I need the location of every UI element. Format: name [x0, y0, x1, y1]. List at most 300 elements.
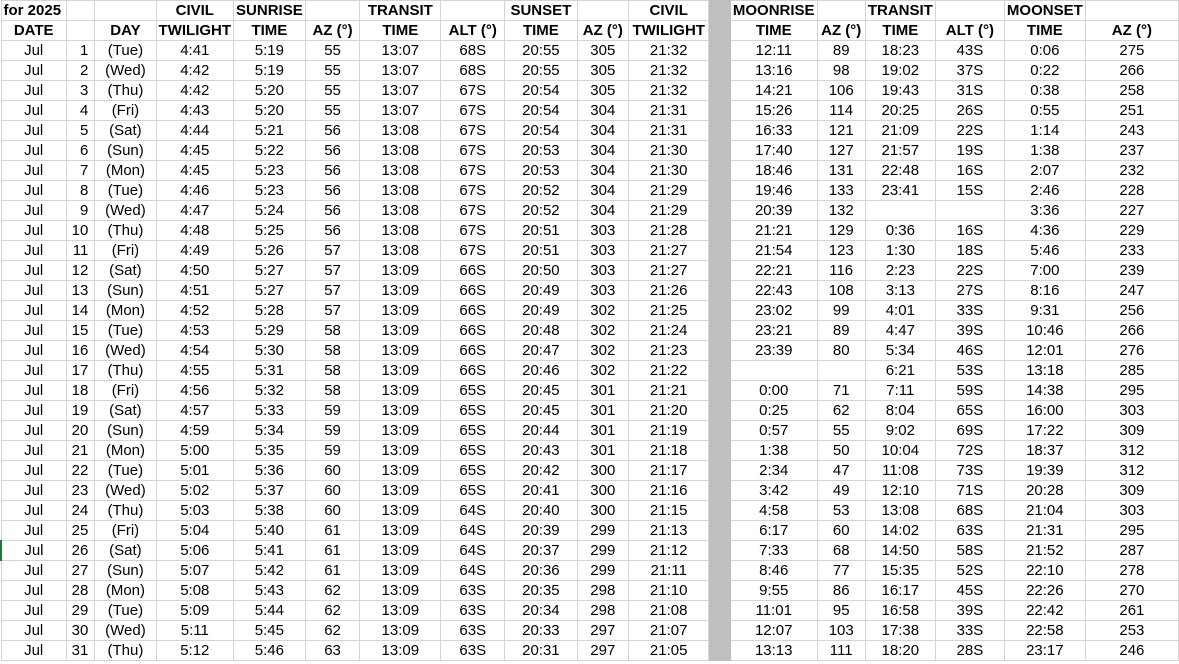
moonrise-az-cell[interactable]: 71 [817, 381, 865, 401]
date-day-cell[interactable]: 25 [66, 521, 94, 541]
column-header-cell[interactable]: DATE [1, 21, 66, 41]
moonrise-time-cell[interactable]: 23:21 [730, 321, 817, 341]
column-header-cell[interactable]: AZ (°) [817, 21, 865, 41]
sunrise-az-cell[interactable]: 61 [305, 561, 360, 581]
date-month-cell[interactable]: Jul [1, 101, 66, 121]
group-header-cell[interactable]: CIVIL [629, 1, 709, 21]
sunrise-time-cell[interactable]: 5:20 [234, 81, 306, 101]
civil-twilight-am-cell[interactable]: 5:00 [156, 441, 233, 461]
transit-alt-cell[interactable]: 64S [441, 561, 505, 581]
moon-transit-time-cell[interactable]: 5:34 [865, 341, 935, 361]
moonset-time-cell[interactable]: 12:01 [1004, 341, 1085, 361]
date-day-cell[interactable]: 28 [66, 581, 94, 601]
transit-time-cell[interactable]: 13:08 [360, 141, 441, 161]
moon-transit-time-cell[interactable]: 19:02 [865, 61, 935, 81]
sunset-time-cell[interactable]: 20:35 [505, 581, 577, 601]
moonset-az-cell[interactable]: 287 [1085, 541, 1178, 561]
date-day-cell[interactable]: 4 [66, 101, 94, 121]
date-day-cell[interactable]: 11 [66, 241, 94, 261]
date-month-cell[interactable]: Jul [1, 621, 66, 641]
moon-transit-alt-cell[interactable]: 22S [935, 261, 1004, 281]
sunset-az-cell[interactable]: 305 [577, 81, 628, 101]
moonset-time-cell[interactable]: 13:18 [1004, 361, 1085, 381]
civil-twilight-am-cell[interactable]: 4:50 [156, 261, 233, 281]
moonset-time-cell[interactable]: 4:36 [1004, 221, 1085, 241]
sunset-time-cell[interactable]: 20:54 [505, 101, 577, 121]
sunset-az-cell[interactable]: 304 [577, 121, 628, 141]
group-header-cell[interactable] [817, 1, 865, 21]
transit-alt-cell[interactable]: 67S [441, 201, 505, 221]
weekday-cell[interactable]: (Mon) [95, 161, 156, 181]
transit-alt-cell[interactable]: 67S [441, 121, 505, 141]
moonrise-az-cell[interactable]: 114 [817, 101, 865, 121]
transit-alt-cell[interactable]: 65S [441, 481, 505, 501]
date-day-cell[interactable]: 6 [66, 141, 94, 161]
sunset-time-cell[interactable]: 20:50 [505, 261, 577, 281]
moonrise-time-cell[interactable]: 13:16 [730, 61, 817, 81]
moonrise-time-cell[interactable] [730, 361, 817, 381]
moonrise-time-cell[interactable]: 18:46 [730, 161, 817, 181]
transit-alt-cell[interactable]: 66S [441, 301, 505, 321]
date-day-cell[interactable]: 31 [66, 641, 94, 661]
moonset-time-cell[interactable]: 22:10 [1004, 561, 1085, 581]
sunset-time-cell[interactable]: 20:54 [505, 121, 577, 141]
moonset-az-cell[interactable]: 309 [1085, 481, 1178, 501]
date-month-cell[interactable]: Jul [1, 181, 66, 201]
sunset-az-cell[interactable]: 301 [577, 401, 628, 421]
moonrise-time-cell[interactable]: 19:46 [730, 181, 817, 201]
moonset-time-cell[interactable]: 18:37 [1004, 441, 1085, 461]
date-month-cell[interactable]: Jul [1, 541, 66, 561]
group-header-cell[interactable]: CIVIL [156, 1, 233, 21]
transit-alt-cell[interactable]: 64S [441, 501, 505, 521]
transit-time-cell[interactable]: 13:09 [360, 321, 441, 341]
moonset-time-cell[interactable]: 21:52 [1004, 541, 1085, 561]
moon-transit-time-cell[interactable]: 7:11 [865, 381, 935, 401]
sunrise-time-cell[interactable]: 5:27 [234, 261, 306, 281]
moon-transit-alt-cell[interactable]: 16S [935, 161, 1004, 181]
moonrise-time-cell[interactable]: 17:40 [730, 141, 817, 161]
moonrise-az-cell[interactable]: 80 [817, 341, 865, 361]
moon-transit-time-cell[interactable]: 10:04 [865, 441, 935, 461]
moonset-time-cell[interactable]: 20:28 [1004, 481, 1085, 501]
sunset-time-cell[interactable]: 20:39 [505, 521, 577, 541]
civil-twilight-am-cell[interactable]: 4:59 [156, 421, 233, 441]
date-day-cell[interactable]: 5 [66, 121, 94, 141]
sunset-az-cell[interactable]: 303 [577, 261, 628, 281]
moon-transit-alt-cell[interactable]: 31S [935, 81, 1004, 101]
moonset-az-cell[interactable]: 270 [1085, 581, 1178, 601]
transit-alt-cell[interactable]: 65S [441, 381, 505, 401]
transit-alt-cell[interactable]: 64S [441, 541, 505, 561]
moonset-az-cell[interactable]: 261 [1085, 601, 1178, 621]
sunset-az-cell[interactable]: 304 [577, 161, 628, 181]
date-day-cell[interactable]: 8 [66, 181, 94, 201]
transit-time-cell[interactable]: 13:08 [360, 161, 441, 181]
transit-time-cell[interactable]: 13:09 [360, 461, 441, 481]
group-header-cell[interactable]: SUNSET [505, 1, 577, 21]
transit-time-cell[interactable]: 13:08 [360, 201, 441, 221]
moonset-az-cell[interactable]: 232 [1085, 161, 1178, 181]
date-month-cell[interactable]: Jul [1, 521, 66, 541]
civil-twilight-pm-cell[interactable]: 21:11 [629, 561, 709, 581]
moonset-time-cell[interactable]: 23:17 [1004, 641, 1085, 661]
date-day-cell[interactable]: 13 [66, 281, 94, 301]
moon-transit-time-cell[interactable]: 18:20 [865, 641, 935, 661]
sunrise-az-cell[interactable]: 56 [305, 181, 360, 201]
civil-twilight-am-cell[interactable]: 4:54 [156, 341, 233, 361]
moonrise-time-cell[interactable]: 12:07 [730, 621, 817, 641]
moonset-time-cell[interactable]: 17:22 [1004, 421, 1085, 441]
civil-twilight-am-cell[interactable]: 4:46 [156, 181, 233, 201]
moonset-time-cell[interactable]: 5:46 [1004, 241, 1085, 261]
moonrise-time-cell[interactable]: 21:54 [730, 241, 817, 261]
weekday-cell[interactable]: (Sat) [95, 401, 156, 421]
moonrise-az-cell[interactable]: 123 [817, 241, 865, 261]
sunset-time-cell[interactable]: 20:48 [505, 321, 577, 341]
moonrise-az-cell[interactable]: 62 [817, 401, 865, 421]
sunrise-time-cell[interactable]: 5:46 [234, 641, 306, 661]
sunrise-az-cell[interactable]: 55 [305, 101, 360, 121]
date-month-cell[interactable]: Jul [1, 161, 66, 181]
sunset-az-cell[interactable]: 304 [577, 141, 628, 161]
moonset-time-cell[interactable]: 0:22 [1004, 61, 1085, 81]
weekday-cell[interactable]: (Thu) [95, 221, 156, 241]
transit-alt-cell[interactable]: 67S [441, 241, 505, 261]
moon-transit-time-cell[interactable]: 13:08 [865, 501, 935, 521]
date-month-cell[interactable]: Jul [1, 421, 66, 441]
moonrise-time-cell[interactable]: 3:42 [730, 481, 817, 501]
moonrise-az-cell[interactable]: 127 [817, 141, 865, 161]
sunrise-az-cell[interactable]: 56 [305, 221, 360, 241]
date-day-cell[interactable]: 7 [66, 161, 94, 181]
transit-time-cell[interactable]: 13:08 [360, 221, 441, 241]
civil-twilight-am-cell[interactable]: 5:06 [156, 541, 233, 561]
sunset-time-cell[interactable]: 20:52 [505, 201, 577, 221]
sunrise-az-cell[interactable]: 59 [305, 441, 360, 461]
moonset-az-cell[interactable]: 227 [1085, 201, 1178, 221]
column-header-cell[interactable]: TIME [865, 21, 935, 41]
moon-transit-alt-cell[interactable]: 71S [935, 481, 1004, 501]
sunset-time-cell[interactable]: 20:45 [505, 381, 577, 401]
moon-transit-time-cell[interactable]: 4:01 [865, 301, 935, 321]
sunset-time-cell[interactable]: 20:51 [505, 221, 577, 241]
sunset-time-cell[interactable]: 20:42 [505, 461, 577, 481]
group-header-cell[interactable]: MOONRISE [730, 1, 817, 21]
moonrise-az-cell[interactable]: 98 [817, 61, 865, 81]
moonset-time-cell[interactable]: 7:00 [1004, 261, 1085, 281]
moonrise-time-cell[interactable]: 7:33 [730, 541, 817, 561]
date-day-cell[interactable]: 10 [66, 221, 94, 241]
civil-twilight-am-cell[interactable]: 5:01 [156, 461, 233, 481]
moon-transit-time-cell[interactable]: 8:04 [865, 401, 935, 421]
sunrise-time-cell[interactable]: 5:31 [234, 361, 306, 381]
transit-time-cell[interactable]: 13:09 [360, 441, 441, 461]
sunset-az-cell[interactable]: 299 [577, 541, 628, 561]
civil-twilight-pm-cell[interactable]: 21:27 [629, 241, 709, 261]
sunset-az-cell[interactable]: 300 [577, 461, 628, 481]
group-header-cell[interactable]: TRANSIT [360, 1, 441, 21]
transit-time-cell[interactable]: 13:09 [360, 361, 441, 381]
moonset-az-cell[interactable]: 253 [1085, 621, 1178, 641]
moonrise-az-cell[interactable]: 111 [817, 641, 865, 661]
sunrise-time-cell[interactable]: 5:26 [234, 241, 306, 261]
civil-twilight-am-cell[interactable]: 5:12 [156, 641, 233, 661]
transit-time-cell[interactable]: 13:09 [360, 401, 441, 421]
moon-transit-alt-cell[interactable]: 73S [935, 461, 1004, 481]
column-header-cell[interactable]: TWILIGHT [629, 21, 709, 41]
civil-twilight-pm-cell[interactable]: 21:15 [629, 501, 709, 521]
moon-transit-alt-cell[interactable]: 19S [935, 141, 1004, 161]
date-month-cell[interactable]: Jul [1, 321, 66, 341]
moonset-az-cell[interactable]: 303 [1085, 501, 1178, 521]
column-header-cell[interactable] [66, 21, 94, 41]
civil-twilight-am-cell[interactable]: 5:07 [156, 561, 233, 581]
sunrise-time-cell[interactable]: 5:45 [234, 621, 306, 641]
moonset-time-cell[interactable]: 0:55 [1004, 101, 1085, 121]
moonrise-az-cell[interactable]: 53 [817, 501, 865, 521]
sunset-time-cell[interactable]: 20:41 [505, 481, 577, 501]
sunset-time-cell[interactable]: 20:49 [505, 301, 577, 321]
sunrise-az-cell[interactable]: 58 [305, 321, 360, 341]
moonset-time-cell[interactable]: 14:38 [1004, 381, 1085, 401]
transit-time-cell[interactable]: 13:09 [360, 281, 441, 301]
date-day-cell[interactable]: 12 [66, 261, 94, 281]
moonrise-az-cell[interactable]: 60 [817, 521, 865, 541]
date-day-cell[interactable]: 23 [66, 481, 94, 501]
civil-twilight-am-cell[interactable]: 4:42 [156, 61, 233, 81]
sunrise-time-cell[interactable]: 5:21 [234, 121, 306, 141]
date-day-cell[interactable]: 15 [66, 321, 94, 341]
sunrise-time-cell[interactable]: 5:23 [234, 161, 306, 181]
sunrise-az-cell[interactable]: 57 [305, 241, 360, 261]
weekday-cell[interactable]: (Tue) [95, 321, 156, 341]
transit-time-cell[interactable]: 13:09 [360, 541, 441, 561]
sunrise-az-cell[interactable]: 55 [305, 81, 360, 101]
moonrise-time-cell[interactable]: 4:58 [730, 501, 817, 521]
column-header-cell[interactable]: DAY [95, 21, 156, 41]
column-header-cell[interactable]: AZ (°) [577, 21, 628, 41]
moonset-time-cell[interactable]: 0:06 [1004, 41, 1085, 61]
sheet-title[interactable]: for 2025 [1, 1, 66, 21]
moonset-time-cell[interactable]: 22:58 [1004, 621, 1085, 641]
moonset-az-cell[interactable]: 233 [1085, 241, 1178, 261]
civil-twilight-pm-cell[interactable]: 21:32 [629, 61, 709, 81]
moon-transit-time-cell[interactable]: 1:30 [865, 241, 935, 261]
civil-twilight-am-cell[interactable]: 4:53 [156, 321, 233, 341]
moonset-time-cell[interactable]: 2:07 [1004, 161, 1085, 181]
moonrise-az-cell[interactable]: 47 [817, 461, 865, 481]
sunset-time-cell[interactable]: 20:55 [505, 61, 577, 81]
moonrise-time-cell[interactable]: 23:39 [730, 341, 817, 361]
sunrise-time-cell[interactable]: 5:43 [234, 581, 306, 601]
column-header-cell[interactable]: TWILIGHT [156, 21, 233, 41]
date-day-cell[interactable]: 26 [66, 541, 94, 561]
moonrise-time-cell[interactable]: 6:17 [730, 521, 817, 541]
transit-time-cell[interactable]: 13:09 [360, 561, 441, 581]
date-month-cell[interactable]: Jul [1, 441, 66, 461]
moonset-time-cell[interactable]: 1:38 [1004, 141, 1085, 161]
moon-transit-alt-cell[interactable]: 53S [935, 361, 1004, 381]
sunrise-time-cell[interactable]: 5:19 [234, 41, 306, 61]
civil-twilight-am-cell[interactable]: 4:42 [156, 81, 233, 101]
transit-time-cell[interactable]: 13:09 [360, 481, 441, 501]
weekday-cell[interactable]: (Wed) [95, 61, 156, 81]
moon-transit-alt-cell[interactable]: 27S [935, 281, 1004, 301]
sunset-az-cell[interactable]: 297 [577, 621, 628, 641]
sunset-time-cell[interactable]: 20:55 [505, 41, 577, 61]
sunset-az-cell[interactable]: 300 [577, 501, 628, 521]
moonrise-az-cell[interactable]: 99 [817, 301, 865, 321]
moonrise-time-cell[interactable]: 22:21 [730, 261, 817, 281]
transit-time-cell[interactable]: 13:09 [360, 421, 441, 441]
moon-transit-time-cell[interactable]: 15:35 [865, 561, 935, 581]
date-month-cell[interactable]: Jul [1, 361, 66, 381]
sunset-az-cell[interactable]: 305 [577, 41, 628, 61]
civil-twilight-pm-cell[interactable]: 21:12 [629, 541, 709, 561]
weekday-cell[interactable]: (Thu) [95, 501, 156, 521]
weekday-cell[interactable]: (Fri) [95, 521, 156, 541]
moon-transit-time-cell[interactable]: 19:43 [865, 81, 935, 101]
moonset-time-cell[interactable]: 22:42 [1004, 601, 1085, 621]
moon-transit-alt-cell[interactable]: 26S [935, 101, 1004, 121]
weekday-cell[interactable]: (Sun) [95, 421, 156, 441]
transit-alt-cell[interactable]: 63S [441, 581, 505, 601]
sunrise-az-cell[interactable]: 56 [305, 161, 360, 181]
sunrise-time-cell[interactable]: 5:27 [234, 281, 306, 301]
moon-transit-time-cell[interactable]: 4:47 [865, 321, 935, 341]
date-day-cell[interactable]: 1 [66, 41, 94, 61]
civil-twilight-am-cell[interactable]: 5:09 [156, 601, 233, 621]
date-day-cell[interactable]: 30 [66, 621, 94, 641]
sunset-az-cell[interactable]: 303 [577, 281, 628, 301]
civil-twilight-am-cell[interactable]: 5:02 [156, 481, 233, 501]
date-day-cell[interactable]: 16 [66, 341, 94, 361]
sunrise-time-cell[interactable]: 5:44 [234, 601, 306, 621]
sunrise-az-cell[interactable]: 57 [305, 281, 360, 301]
moon-transit-time-cell[interactable]: 16:58 [865, 601, 935, 621]
sunrise-time-cell[interactable]: 5:22 [234, 141, 306, 161]
moon-transit-time-cell[interactable]: 6:21 [865, 361, 935, 381]
civil-twilight-am-cell[interactable]: 5:04 [156, 521, 233, 541]
sunrise-time-cell[interactable]: 5:25 [234, 221, 306, 241]
moonrise-az-cell[interactable]: 108 [817, 281, 865, 301]
weekday-cell[interactable]: (Fri) [95, 101, 156, 121]
moonset-time-cell[interactable]: 21:04 [1004, 501, 1085, 521]
moonset-az-cell[interactable]: 278 [1085, 561, 1178, 581]
group-header-cell[interactable]: TRANSIT [865, 1, 935, 21]
transit-time-cell[interactable]: 13:09 [360, 581, 441, 601]
sunset-az-cell[interactable]: 301 [577, 441, 628, 461]
moon-transit-time-cell[interactable]: 11:08 [865, 461, 935, 481]
column-header-cell[interactable]: TIME [234, 21, 306, 41]
weekday-cell[interactable]: (Wed) [95, 201, 156, 221]
sunset-az-cell[interactable]: 303 [577, 221, 628, 241]
transit-time-cell[interactable]: 13:09 [360, 301, 441, 321]
group-header-cell[interactable] [935, 1, 1004, 21]
column-header-cell[interactable]: AZ (°) [305, 21, 360, 41]
date-month-cell[interactable]: Jul [1, 201, 66, 221]
moonrise-az-cell[interactable]: 95 [817, 601, 865, 621]
weekday-cell[interactable]: (Thu) [95, 81, 156, 101]
weekday-cell[interactable]: (Wed) [95, 481, 156, 501]
moon-transit-alt-cell[interactable]: 37S [935, 61, 1004, 81]
sunrise-az-cell[interactable]: 60 [305, 481, 360, 501]
moon-transit-time-cell[interactable]: 17:38 [865, 621, 935, 641]
weekday-cell[interactable]: (Thu) [95, 361, 156, 381]
date-day-cell[interactable]: 3 [66, 81, 94, 101]
sunset-az-cell[interactable]: 302 [577, 321, 628, 341]
sunset-time-cell[interactable]: 20:33 [505, 621, 577, 641]
civil-twilight-pm-cell[interactable]: 21:32 [629, 81, 709, 101]
civil-twilight-pm-cell[interactable]: 21:08 [629, 601, 709, 621]
sunset-az-cell[interactable]: 305 [577, 61, 628, 81]
sunrise-az-cell[interactable]: 63 [305, 641, 360, 661]
date-month-cell[interactable]: Jul [1, 561, 66, 581]
sunset-az-cell[interactable]: 302 [577, 341, 628, 361]
sunset-az-cell[interactable]: 304 [577, 201, 628, 221]
group-header-cell[interactable]: SUNRISE [234, 1, 306, 21]
moonrise-time-cell[interactable]: 2:34 [730, 461, 817, 481]
moonrise-az-cell[interactable]: 131 [817, 161, 865, 181]
moonrise-az-cell[interactable]: 55 [817, 421, 865, 441]
group-header-cell[interactable]: MOONSET [1004, 1, 1085, 21]
moonrise-time-cell[interactable]: 23:02 [730, 301, 817, 321]
sunset-time-cell[interactable]: 20:34 [505, 601, 577, 621]
weekday-cell[interactable]: (Tue) [95, 41, 156, 61]
transit-time-cell[interactable]: 13:07 [360, 61, 441, 81]
moonset-az-cell[interactable]: 256 [1085, 301, 1178, 321]
date-month-cell[interactable]: Jul [1, 141, 66, 161]
moonrise-az-cell[interactable]: 106 [817, 81, 865, 101]
weekday-cell[interactable]: (Mon) [95, 581, 156, 601]
sunrise-az-cell[interactable]: 56 [305, 201, 360, 221]
weekday-cell[interactable]: (Sat) [95, 261, 156, 281]
moonrise-az-cell[interactable]: 103 [817, 621, 865, 641]
sunrise-az-cell[interactable]: 62 [305, 601, 360, 621]
civil-twilight-am-cell[interactable]: 4:45 [156, 161, 233, 181]
sunset-az-cell[interactable]: 301 [577, 381, 628, 401]
column-header-cell[interactable]: ALT (°) [441, 21, 505, 41]
moonrise-time-cell[interactable]: 14:21 [730, 81, 817, 101]
sunset-time-cell[interactable]: 20:36 [505, 561, 577, 581]
moon-transit-time-cell[interactable]: 2:23 [865, 261, 935, 281]
transit-time-cell[interactable]: 13:09 [360, 381, 441, 401]
transit-time-cell[interactable]: 13:08 [360, 121, 441, 141]
transit-alt-cell[interactable]: 65S [441, 421, 505, 441]
moonrise-az-cell[interactable]: 89 [817, 41, 865, 61]
sunrise-time-cell[interactable]: 5:29 [234, 321, 306, 341]
date-month-cell[interactable]: Jul [1, 601, 66, 621]
moonrise-az-cell[interactable]: 121 [817, 121, 865, 141]
date-month-cell[interactable]: Jul [1, 281, 66, 301]
group-header-cell[interactable] [577, 1, 628, 21]
sunrise-time-cell[interactable]: 5:23 [234, 181, 306, 201]
transit-time-cell[interactable]: 13:09 [360, 341, 441, 361]
sunset-time-cell[interactable]: 20:53 [505, 141, 577, 161]
moon-transit-alt-cell[interactable]: 43S [935, 41, 1004, 61]
moonrise-time-cell[interactable]: 0:57 [730, 421, 817, 441]
transit-time-cell[interactable]: 13:08 [360, 241, 441, 261]
sunrise-az-cell[interactable]: 57 [305, 261, 360, 281]
civil-twilight-pm-cell[interactable]: 21:29 [629, 201, 709, 221]
transit-alt-cell[interactable]: 66S [441, 341, 505, 361]
moonrise-az-cell[interactable] [817, 361, 865, 381]
group-header-cell[interactable] [305, 1, 360, 21]
sunrise-az-cell[interactable]: 62 [305, 581, 360, 601]
transit-time-cell[interactable]: 13:09 [360, 601, 441, 621]
moon-transit-alt-cell[interactable]: 72S [935, 441, 1004, 461]
